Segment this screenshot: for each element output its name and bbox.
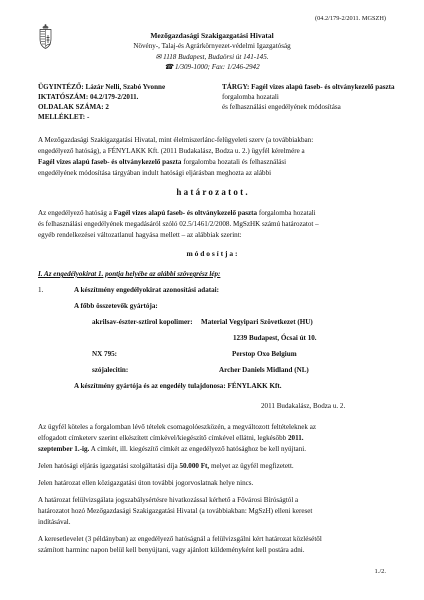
component-2-manufacturer: Perstop Oxo Belgium [232,350,297,358]
intro-line-3 [38,158,286,167]
header-directorate: Növény-, Talaj-és Agrárkörnyezet-védelmi Igazgatóság [133,42,291,50]
fee-text: Jelen hatósági eljárás igazgatási szolgáltatási díja [38,462,178,470]
fee-text-end: melyet az ügyfél megfizetett. [210,462,294,470]
modify-title: m ó d o s í t j a : [186,249,238,258]
subject-line-2: forgalomba hozatali [222,93,279,101]
submission-line-2: számított harminc napon belül kell benyújtani, vagy ajánlott küldeményként kell postára adni. [38,546,305,554]
labeling-line-2-text: elfogadott címketerv szerint elkészített címkével/kiegészítő címkével ellátni, legkésőbb [38,434,287,442]
item-number: 1. [38,286,44,294]
components-title: A főbb összetevők gyártója: [74,302,158,310]
meta-attachment: MELLÉKLET: - [38,113,90,121]
no-appeal-line: Jelen határozat ellen közigazgatási úton további jogorvoslatnak helye nincs. [38,479,254,487]
submission-line-1: A keresetlevelet (3 példányban) az engedélyező hatóságnál a felülvizsgálni kért határozat közlésétől [38,535,322,543]
page-number: 1./2. [374,568,386,575]
review-line-1: A határozat felülvizsgálata jogszabálysértésre hivatkozással kérhető a Fővárosi Bíróságtól a [38,496,299,504]
labeling-line-1: Az ügyfél köteles a forgalomban lévő tételek csomagolóeszközén, a megváltozott feltételeknek az [38,423,316,431]
labeling-line-2 [38,434,304,443]
decision-product-name: Fagél vizes alapú faseb- és oltványkezelő paszta [113,209,258,217]
labeling-line-3 [38,445,306,454]
owner-name: FÉNYLAKK Kft. [227,382,282,390]
decision-line-1 [38,209,316,218]
subject-product: Fagél vizes alapú faseb- és oltványkezelő paszta [251,83,395,91]
component-1-label: akrilsav-észter-sztirol kopolimer: [92,318,193,326]
item-title: A készítmény engedélyokirat azonosítási adatai: [74,286,220,294]
review-line-3: indításával. [38,518,71,526]
meta-pages: OLDALAK SZÁMA: 2 [38,103,109,111]
labeling-deadline-year: 2011. [287,434,304,442]
labeling-line-3-text: A címkét, ill. kiegészítő címkét az engedélyező hatósághoz be kell nyújtani. [90,445,306,453]
fee-amount: 50.000 Ft, [179,462,210,470]
intro-line-1: A Mezőgazdasági Szakigazgatási Hivatal, mint élelmiszerlánc-felügyeleti szerv (a továbbiakban: [38,136,314,144]
header-phone: ☎ 1/309-1000; Fax: 1/246-2942 [164,63,260,71]
decision-line-2: és felhasználási engedélyének megadásáról szóló 02.5/1461/2/2008. MgSzHK számú határozatot – [38,220,319,228]
component-3-manufacturer: Archer Daniels Midland (NL) [219,366,309,374]
intro-line-2: engedélyező hatóság), a FÉNYLAKK Kft. (2011 Budakalász, Bodza u. 2.) ügyfél kérelmére a [38,147,305,155]
intro-product-name: Fagél vizes alapú faseb- és oltványkezelő paszta [38,158,182,166]
decision-title: h a t á r o z a t o t . [176,187,248,197]
owner-title [74,382,282,391]
decision-line-1-start: Az engedélyező hatóság a [38,209,112,217]
decision-line-3: egyéb rendelkezései változatlanul hagyása mellett – az alábbiak szerint: [38,231,242,239]
intro-line-3-rest: forgalomba hozatali és felhasználási [183,158,287,166]
review-line-2: határozatot hozó Mezőgazdasági Szakigazgatási Hivatal (a továbbiakban: MgSzH) elleni kereset [38,507,313,515]
document-reference: (04.2/179-2/2011. MGSZH) [315,15,386,22]
decision-line-1-end: forgalomba hozatali [258,209,316,217]
subject-label: TÁRGY: [222,83,250,91]
owner-address: 2011 Budakalász, Bodza u. 2. [261,402,346,410]
meta-file-number: IKTATÓSZÁM: 04.2/179-2/2011. [38,93,139,101]
component-3-label: szójalecitin: [92,366,129,374]
component-1-manufacturer: Material Vegyipari Szövetkezet (HU) [201,318,313,326]
labeling-deadline-date: szeptember 1.-ig. [38,445,90,453]
component-1-address: 1239 Budapest, Ócsai út 10. [233,334,317,342]
owner-title-text: A készítmény gyártója és az engedély tulajdonosa: [74,382,226,390]
component-2-label: NX 795: [92,350,118,358]
header-address: ✉ 1118 Budapest, Budaörsi út 141-145. [155,53,269,61]
header-org-name: Mezőgazdasági Szakigazgatási Hivatal [150,31,274,40]
section-heading: I. Az engedélyokirat 1. pontja helyébe az alábbi szövegrész lép: [38,270,221,278]
subject-line-3: és felhasználási engedélyének módosítása [222,103,341,111]
subject-line-1 [222,83,395,92]
intro-line-4: engedélyének módosítása tárgyában indult hatósági eljárásban meghozta az alábbi [38,169,272,177]
meta-clerk: ÜGYINTÉZŐ: Lázár Nelli, Szabó Yvonne [38,83,166,91]
fee-line [38,462,294,471]
